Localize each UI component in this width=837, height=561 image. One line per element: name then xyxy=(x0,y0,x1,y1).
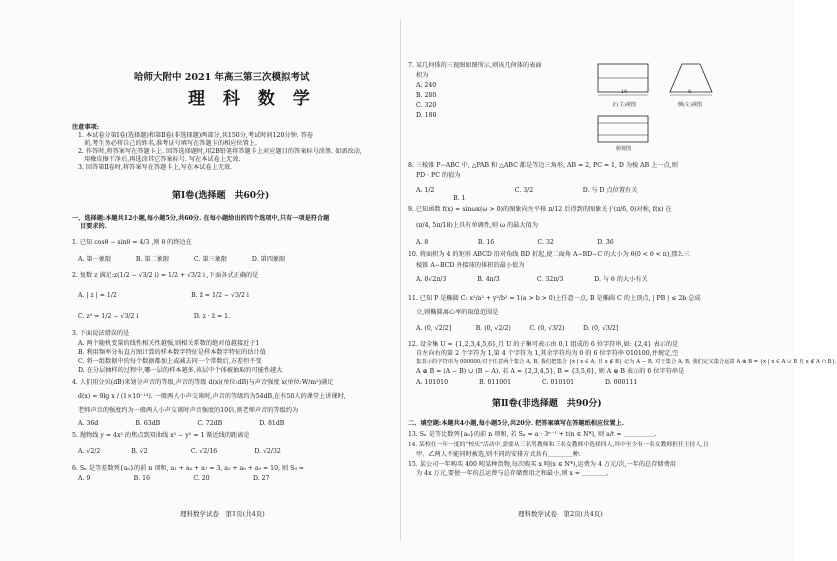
question-9: (π/4, 5π/18)上具有单调性,则 ω 的最大值为 xyxy=(416,222,539,229)
question-6: 6. Sₙ 是等差数列{aₙ}的前 n 项和, a₁ + a₄ + a₇ = 3, a₃ + a₆ + a₉ = 10, 则 S₉ = xyxy=(72,465,304,472)
question-8-options: A. 1/2 C. 3/2 D. 与 D 点位置有关 xyxy=(416,187,638,194)
question-11: 11. 已知 P 是椭圆 C: x²/a² + y²/b² = 1(a > b > 0)上任意一点, B 是椭圆 C 的上顶点, | PB | ≤ 2b 总成 xyxy=(408,295,701,302)
three-view-figure xyxy=(584,60,734,160)
question-15: 15. 某公司一年购买 400 吨某种货物,每次购买 x 吨(x ∈ N*),运费为 4 万元/次,一年的总存储费用 xyxy=(408,461,676,468)
dimension-label: 10 xyxy=(621,89,628,95)
question-12: A ⊕ B = (A − B) ∪ (B − A). 若 A = {2,3,4,5}, B = {3,5,6}, 则 A ⊕ B 表示的 6 位字符串是 xyxy=(416,368,685,375)
page-footer: 理科数学试卷 第1页(共4页) xyxy=(180,510,265,518)
right-page xyxy=(408,0,837,561)
question-11: 立,则椭圆离心率的取值范围是 xyxy=(416,309,499,316)
question-7-option: D. 180 xyxy=(416,112,437,119)
front-view-label: 正(主)视图 xyxy=(612,102,636,108)
question-12: 集表示的字符串为 000000;对于任意两个集合 A, B, 我们把集合 {x | x ∈ A, 且 x ∉ B} 记为 A − B, 对于集合 A, B, 我们定义集合运算 A ⊕ B = {x | x ∈ A ∪ B 且 x ∉ A ∩ B}, xyxy=(416,359,837,365)
page-fold-line xyxy=(400,20,401,540)
question-10: 棱锥 A−BCD 外接球的体积的最小值为 xyxy=(416,262,525,269)
question-5: 5. 抛物线 y = 4x² 的焦点到双曲线 x² − y² = 1 渐近线的距离是 xyxy=(72,432,250,439)
subject-title: 理 科 数 学 xyxy=(188,89,316,109)
exam-title: 哈师大附中 2021 年高三第三次模拟考试 xyxy=(134,72,310,83)
question-1: 1. 已知 cosθ − sinθ = 4/3 ,则 θ 的终边在 xyxy=(72,239,192,246)
question-4: 老师声音的强度约为一般两人小声交谈时声音强度的10倍,则老师声音的等级约为 xyxy=(78,407,299,414)
question-13: 13. Sₙ 是等比数列{aₙ}的前 n 项和, 若 Sₙ = a · 3ⁿ⁻¹ + t(n ∈ N*), 则 a/t = ＿＿＿＿＿. xyxy=(408,431,657,438)
question-15: 为 4x 万元,要使一年的总运费与总存储费用之和最小,则 x = ＿＿＿＿. xyxy=(416,470,609,477)
question-8-options: B. 1 xyxy=(416,195,466,202)
page-footer: 理科数学试卷 第2页(共4页) xyxy=(518,510,603,518)
question-7: 积为 xyxy=(416,72,429,79)
note-line: 3. 回答第Ⅱ卷时,将答案写在答题卡上,写在本试卷上无效. xyxy=(78,164,233,171)
question-10: 10. 将面积为 4 的矩形 ABCD 沿对角线 BD 折起,使二面角 A−BD−C 的大小为 θ(0 < θ < π),那么三 xyxy=(408,251,690,258)
question-14: 甲、乙两人不能同时被选,则不同的安排方式共有＿＿＿＿种. xyxy=(416,451,581,458)
question-2-options: A. | z | = 1/2 B. z̄ = 1/2 − √3/2 i xyxy=(78,292,249,299)
question-3-option: B. 利用频率分布直方图计算的样本数字特征是样本数字特征的估计值 xyxy=(78,349,266,356)
side-view-label: 侧(左)视图 xyxy=(678,102,702,108)
question-7: 7. 某几何体的三视图如图所示,则该几何体的表面 xyxy=(408,62,542,69)
question-11-options: A. (0, √2/2] B. (0, √2/2) C. (0, √3/2) D. (0, √3/2] xyxy=(416,325,619,332)
question-4-options: A. 36d B. 63dB C. 72dB D. 81dB xyxy=(78,420,285,427)
question-4: 4. 人们用分贝(dB)来划分声音的等级,声音的等级 d(x)(单位:dB)与声音强度 x(单位:W/m²)满足 xyxy=(72,379,334,386)
section-2-heading: 第Ⅱ卷(非选择题 共90分) xyxy=(492,399,602,409)
question-2: 2. 复数 z 满足:z(1/2 − √3/2 i) = 1/2 + √3/2 i ,下面各式正确的是 xyxy=(72,272,259,279)
question-3-option: A. 两个随机变量的线性相关性越强,则相关系数的绝对值越接近于1 xyxy=(78,340,260,347)
question-12: 12. 设全集 U = {1,2,3,4,5,6},且 U 的子集可表示由 0,1 组成的 6 位字符串,如: {2,4} 表示的是 xyxy=(408,341,679,348)
part-1-intro: 一、选择题:本题共12小题,每小题5分,共60分. 在每小题给出的四个选项中,只有一项是符合题 xyxy=(72,215,330,222)
question-9: 9. 已知函数 f(x) = sinωx(ω > 0)的图象向左平移 π/12 后得到的图象关于(π/6, 0)对称, f(x) 在 xyxy=(408,206,672,213)
question-10-options: A. 8√2π/3 B. 4π/3 C. 32π/3 D. 与 θ 的大小有关 xyxy=(416,276,648,283)
part-1-intro: 目要求的. xyxy=(80,223,107,230)
question-12-options: A. 101010 B. 011001 C. 010101 D. 000111 xyxy=(416,379,638,386)
note-line: 前,考生务必将自己的姓名,准考证号填写在答题卡的相应位置上. xyxy=(84,140,257,147)
question-7-option: A. 240 xyxy=(416,82,437,89)
question-14: 14. 某校在一年一度的“校庆”活动中,需要从三名男教师和三名女教师中选择四人,其中至少有一名女教师担任主持人,且 xyxy=(408,442,709,448)
left-page xyxy=(72,0,394,561)
top-view-label: 俯视图 xyxy=(616,146,632,152)
question-3-option: D. 在分层抽样的过程中,哪一层的样本越多,该层中个体被抽取的可能性越大 xyxy=(78,367,283,374)
question-8: 8. 三棱锥 P−ABC 中, △PAB 和 △ABC 都是等边三角形, AB = 2, PC = 1, D 为棱 AB 上一点,则 xyxy=(408,162,678,169)
question-3: 3. 下面说法错误的是 xyxy=(72,330,130,337)
notes-heading: 注意事项: xyxy=(72,124,100,131)
dimension-label: 8 xyxy=(688,89,692,95)
question-1-options: A. 第一象限 B. 第二象限 C. 第三象限 D. 第四象限 xyxy=(78,256,286,263)
question-12: 自左向右的第 2 个字符为 1,第 4 个字符为 1,其余字符均为 0 的 6 位字符串 010100,并规定,空 xyxy=(416,350,679,357)
question-7-option: B. 280 xyxy=(416,92,437,99)
note-line: 用橡皮擦干净后,再选涂其它答案标号. 写在本试卷上无效. xyxy=(84,156,241,163)
note-line: 1. 本试卷分第Ⅰ卷(选择题)和第Ⅱ卷(非选择题)两部分,共150分,考试时间120分钟. 答卷 xyxy=(78,132,314,139)
note-line: 2. 作答时,将答案写在答题卡上. 回答选择题时,用2B铅笔将答题卡上对应题目的答案标号涂黑. 如需改动, xyxy=(78,148,362,155)
part-2-intro: 二、填空题:本题共4小题,每小题5分,共20分. 把答案填写在答题纸相应位置上. xyxy=(408,420,624,427)
question-6-options: A. 9 B. 16 C. 20 D. 27 xyxy=(78,475,270,482)
section-1-heading: 第Ⅰ卷(选择题 共60分) xyxy=(172,191,270,201)
question-5-options: A. √2/2 B. √2 C. √2/16 D. √2/32 xyxy=(78,448,281,455)
question-2-options: C. z³ = 1/2 − √3/2 i D. z · z̄ = 1. xyxy=(78,313,231,320)
question-7-option: C. 320 xyxy=(416,102,437,109)
question-4: d(x) = 9lg x / (1×10⁻¹³). 一般两人小声交谈时,声音的等级约为54dB,在有50人的课堂上讲课时, xyxy=(78,393,346,400)
question-8: PD · PC 的值为 xyxy=(416,172,461,179)
question-9-options: A. 8 B. 16 C. 32 D. 36 xyxy=(416,239,614,246)
question-3-option: C. 将一组数据中的每个数据都加上或减去同一个常数后,方差恒不变 xyxy=(78,358,262,365)
three-view-drawing xyxy=(584,60,734,160)
